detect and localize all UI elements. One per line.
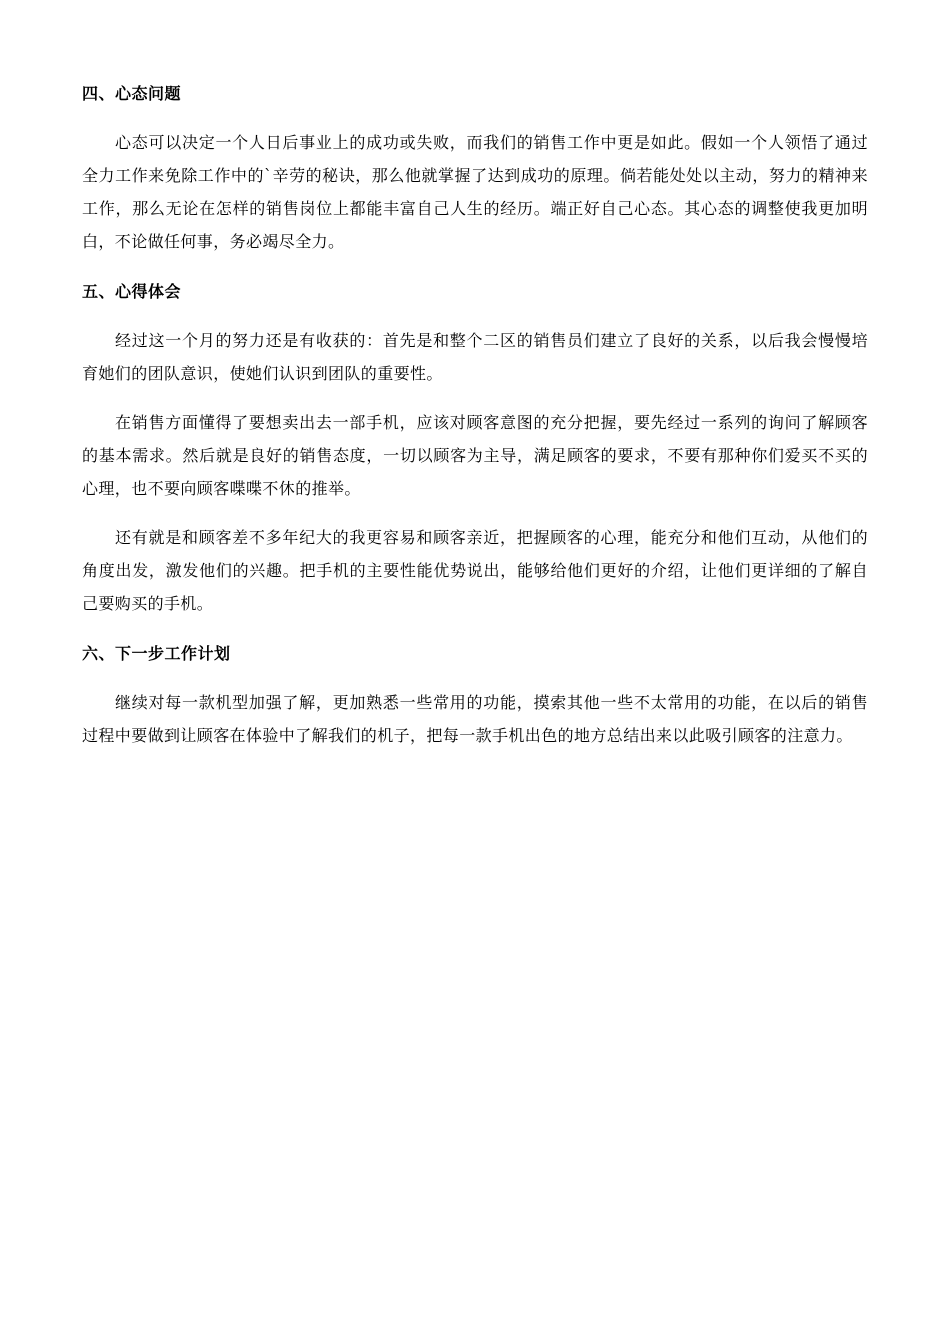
paragraph: 在销售方面懂得了要想卖出去一部手机，应该对顾客意图的充分把握，要先经过一系列的询问了解顾客的基本需求。然后就是良好的销售态度，一切以顾客为主导，满足顾客的要求，不要有那种你们爱买不买的心理，也不要向顾客喋喋不休的推举。 [82, 413, 868, 498]
section-title: 四、心态问题 [82, 84, 182, 103]
paragraph: 心态可以决定一个人日后事业上的成功或失败，而我们的销售工作中更是如此。假如一个人领悟了通过全力工作来免除工作中的`辛劳的秘诀，那么他就掌握了达到成功的原理。倘若能处处以主动，努力的精神来工作，那么无论在怎样的销售岗位上都能丰富自己人生的经历。端正好自己心态。其心态的调整使我更加明白，不论做任何事，务必竭尽全力。 [82, 133, 868, 251]
section-mindset [82, 78, 868, 258]
paragraph: 经过这一个月的努力还是有收获的：首先是和整个二区的销售员们建立了良好的关系，以后我会慢慢培育她们的团队意识，使她们认识到团队的重要性。 [82, 331, 868, 383]
paragraph: 继续对每一款机型加强了解，更加熟悉一些常用的功能，摸索其他一些不太常用的功能，在以后的销售过程中要做到让顾客在体验中了解我们的机子，把每一款手机出色的地方总结出来以此吸引顾客的注意力。 [82, 693, 868, 745]
section-title: 五、心得体会 [82, 282, 182, 301]
section-next-plan [82, 638, 868, 752]
document-content [82, 78, 868, 768]
section-experience [82, 276, 868, 620]
section-title: 六、下一步工作计划 [82, 644, 231, 663]
paragraph: 还有就是和顾客差不多年纪大的我更容易和顾客亲近，把握顾客的心理，能充分和他们互动，从他们的角度出发，激发他们的兴趣。把手机的主要性能优势说出，能够给他们更好的介绍，让他们更详细的了解自己要购买的手机。 [82, 528, 868, 613]
